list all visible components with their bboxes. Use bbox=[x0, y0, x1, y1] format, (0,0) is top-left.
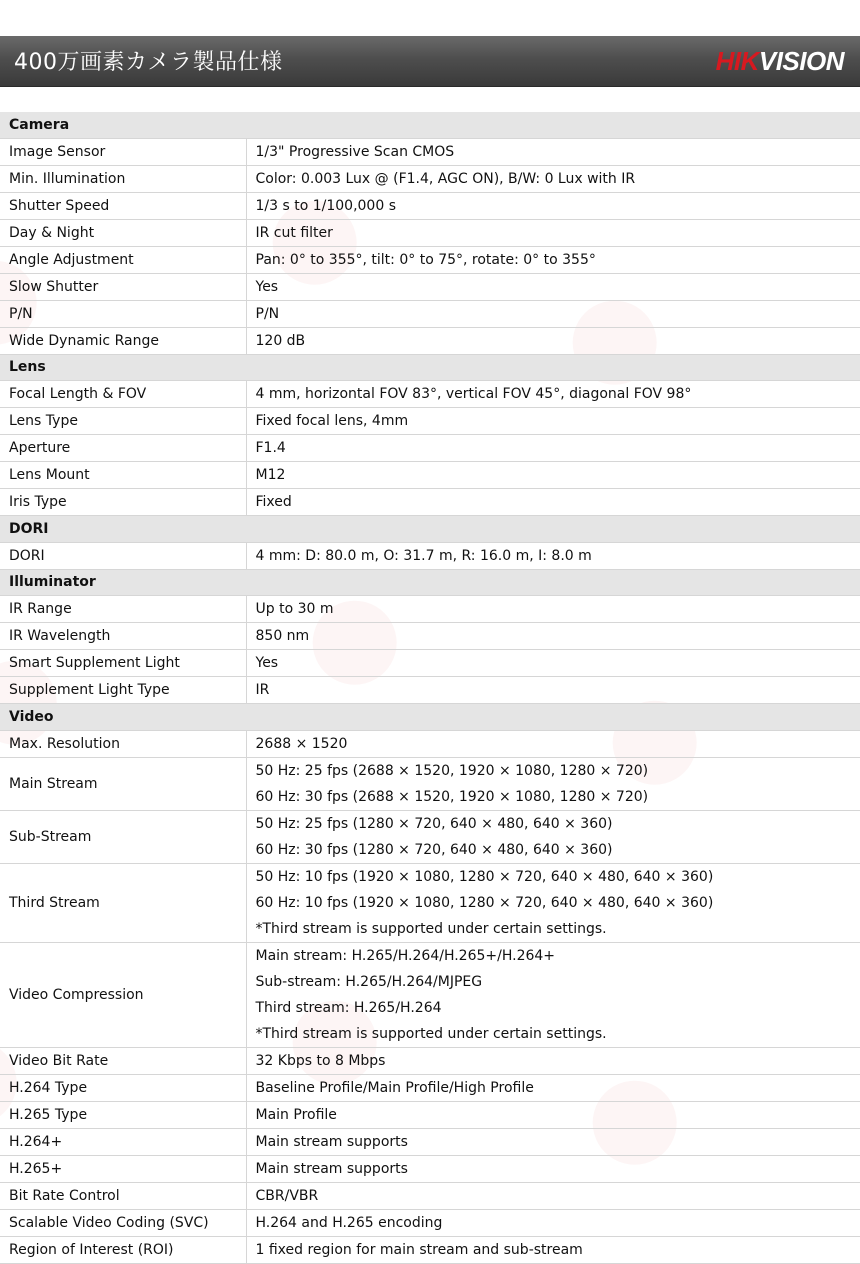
spec-label: Supplement Light Type bbox=[0, 677, 246, 704]
spec-value-line: *Third stream is supported under certain settings. bbox=[256, 1021, 860, 1047]
spec-value bbox=[246, 165, 860, 192]
spec-value-line: Fixed bbox=[256, 489, 860, 515]
section-title: Illuminator bbox=[0, 569, 860, 596]
spec-value-line: 60 Hz: 30 fps (1280 × 720, 640 × 480, 640 × 360) bbox=[256, 837, 860, 863]
spec-value bbox=[246, 489, 860, 516]
spec-row bbox=[0, 489, 860, 516]
spec-row bbox=[0, 942, 860, 1047]
spec-row bbox=[0, 542, 860, 569]
spec-row bbox=[0, 219, 860, 246]
spec-label: H.264 Type bbox=[0, 1074, 246, 1101]
spec-value bbox=[246, 596, 860, 623]
spec-label: Max. Resolution bbox=[0, 730, 246, 757]
spec-row bbox=[0, 327, 860, 354]
spec-label: IR Wavelength bbox=[0, 623, 246, 650]
spec-value-line: Yes bbox=[256, 650, 860, 676]
spec-value bbox=[246, 300, 860, 327]
spec-label: Main Stream bbox=[0, 757, 246, 810]
spec-value-line: Main stream supports bbox=[256, 1156, 860, 1182]
spec-value-line: IR cut filter bbox=[256, 220, 860, 246]
spec-value-line: 32 Kbps to 8 Mbps bbox=[256, 1048, 860, 1074]
spec-value-line: Third stream: H.265/H.264 bbox=[256, 995, 860, 1021]
spec-row bbox=[0, 1155, 860, 1182]
spec-row bbox=[0, 810, 860, 863]
spec-value-line: 120 dB bbox=[256, 328, 860, 354]
section-header bbox=[0, 112, 860, 138]
spec-value bbox=[246, 462, 860, 489]
header-banner bbox=[0, 36, 860, 87]
spec-value-line: P/N bbox=[256, 301, 860, 327]
spec-table bbox=[0, 112, 860, 1264]
spec-value bbox=[246, 273, 860, 300]
spec-value-line: 1/3 s to 1/100,000 s bbox=[256, 193, 860, 219]
spec-label: Bit Rate Control bbox=[0, 1182, 246, 1209]
spec-row bbox=[0, 138, 860, 165]
spec-value-line: Color: 0.003 Lux @ (F1.4, AGC ON), B/W: 0 Lux with IR bbox=[256, 166, 860, 192]
spec-label: H.264+ bbox=[0, 1128, 246, 1155]
hikvision-logo bbox=[716, 46, 844, 77]
spec-value-line: Fixed focal lens, 4mm bbox=[256, 408, 860, 434]
spec-value-line: 2688 × 1520 bbox=[256, 731, 860, 757]
spec-row bbox=[0, 623, 860, 650]
spec-value-line: M12 bbox=[256, 462, 860, 488]
spec-label: DORI bbox=[0, 542, 246, 569]
spec-value-line: *Third stream is supported under certain settings. bbox=[256, 916, 860, 942]
spec-value-line: IR bbox=[256, 677, 860, 703]
spec-row bbox=[0, 192, 860, 219]
section-header bbox=[0, 569, 860, 596]
spec-label: Image Sensor bbox=[0, 138, 246, 165]
spec-value bbox=[246, 1182, 860, 1209]
spec-label: Min. Illumination bbox=[0, 165, 246, 192]
spec-value-line: 50 Hz: 10 fps (1920 × 1080, 1280 × 720, 640 × 480, 640 × 360) bbox=[256, 864, 860, 890]
spec-row bbox=[0, 757, 860, 810]
logo-part-vision: VISION bbox=[759, 46, 844, 76]
spec-label: Wide Dynamic Range bbox=[0, 327, 246, 354]
spec-label: P/N bbox=[0, 300, 246, 327]
spec-label: Iris Type bbox=[0, 489, 246, 516]
spec-label: H.265 Type bbox=[0, 1101, 246, 1128]
spec-row bbox=[0, 650, 860, 677]
spec-value bbox=[246, 1101, 860, 1128]
spec-value bbox=[246, 435, 860, 462]
spec-value bbox=[246, 677, 860, 704]
spec-value bbox=[246, 327, 860, 354]
spec-value-line: Main stream: H.265/H.264/H.265+/H.264+ bbox=[256, 943, 860, 969]
page-title: 400万画素カメラ製品仕様 bbox=[14, 45, 283, 76]
spec-value bbox=[246, 542, 860, 569]
spec-value bbox=[246, 1074, 860, 1101]
spec-value-line: 4 mm, horizontal FOV 83°, vertical FOV 45°, diagonal FOV 98° bbox=[256, 381, 860, 407]
spec-label: Sub-Stream bbox=[0, 810, 246, 863]
spec-value-line: 1/3" Progressive Scan CMOS bbox=[256, 139, 860, 165]
spec-value bbox=[246, 246, 860, 273]
spec-label: Focal Length & FOV bbox=[0, 381, 246, 408]
spec-row bbox=[0, 1128, 860, 1155]
spec-value-line: F1.4 bbox=[256, 435, 860, 461]
spec-row bbox=[0, 1101, 860, 1128]
spec-label: Smart Supplement Light bbox=[0, 650, 246, 677]
spec-value bbox=[246, 863, 860, 942]
spec-label: Region of Interest (ROI) bbox=[0, 1236, 246, 1263]
spec-label: Scalable Video Coding (SVC) bbox=[0, 1209, 246, 1236]
spec-value-line: Pan: 0° to 355°, tilt: 0° to 75°, rotate: 0° to 355° bbox=[256, 247, 860, 273]
spec-row bbox=[0, 381, 860, 408]
spec-value bbox=[246, 1209, 860, 1236]
spec-value bbox=[246, 1236, 860, 1263]
spec-row bbox=[0, 596, 860, 623]
spec-value-line: 4 mm: D: 80.0 m, O: 31.7 m, R: 16.0 m, I: 8.0 m bbox=[256, 543, 860, 569]
spec-row bbox=[0, 165, 860, 192]
spec-label: Day & Night bbox=[0, 219, 246, 246]
spec-row bbox=[0, 863, 860, 942]
spec-row bbox=[0, 435, 860, 462]
spec-label: Video Compression bbox=[0, 942, 246, 1047]
spec-value bbox=[246, 730, 860, 757]
spec-row bbox=[0, 1182, 860, 1209]
section-header bbox=[0, 516, 860, 543]
section-title: Lens bbox=[0, 354, 860, 381]
spec-value bbox=[246, 381, 860, 408]
spec-row bbox=[0, 1236, 860, 1263]
spec-row bbox=[0, 246, 860, 273]
spec-value bbox=[246, 650, 860, 677]
spec-label: Aperture bbox=[0, 435, 246, 462]
logo-part-hik: HIK bbox=[716, 46, 759, 76]
section-title: DORI bbox=[0, 516, 860, 543]
spec-row bbox=[0, 1209, 860, 1236]
spec-value-line: Yes bbox=[256, 274, 860, 300]
spec-value bbox=[246, 1155, 860, 1182]
spec-value-line: 60 Hz: 30 fps (2688 × 1520, 1920 × 1080, 1280 × 720) bbox=[256, 784, 860, 810]
spec-value bbox=[246, 219, 860, 246]
spec-label: Shutter Speed bbox=[0, 192, 246, 219]
spec-value-line: CBR/VBR bbox=[256, 1183, 860, 1209]
spec-value-line: Main Profile bbox=[256, 1102, 860, 1128]
spec-label: Angle Adjustment bbox=[0, 246, 246, 273]
spec-value-line: Sub-stream: H.265/H.264/MJPEG bbox=[256, 969, 860, 995]
spec-row bbox=[0, 273, 860, 300]
spec-value-line: H.264 and H.265 encoding bbox=[256, 1210, 860, 1236]
spec-value-line: 850 nm bbox=[256, 623, 860, 649]
spec-value bbox=[246, 408, 860, 435]
spec-label: H.265+ bbox=[0, 1155, 246, 1182]
spec-row bbox=[0, 462, 860, 489]
spec-value-line: Main stream supports bbox=[256, 1129, 860, 1155]
spec-value-line: 50 Hz: 25 fps (1280 × 720, 640 × 480, 640 × 360) bbox=[256, 811, 860, 837]
section-title: Video bbox=[0, 704, 860, 731]
spec-value bbox=[246, 810, 860, 863]
spec-label: Slow Shutter bbox=[0, 273, 246, 300]
spec-value bbox=[246, 1047, 860, 1074]
spec-row bbox=[0, 1074, 860, 1101]
spec-row bbox=[0, 730, 860, 757]
spec-label: Lens Type bbox=[0, 408, 246, 435]
spec-value bbox=[246, 623, 860, 650]
spec-label: Video Bit Rate bbox=[0, 1047, 246, 1074]
spec-value-line: Up to 30 m bbox=[256, 596, 860, 622]
spec-value-line: 50 Hz: 25 fps (2688 × 1520, 1920 × 1080, 1280 × 720) bbox=[256, 758, 860, 784]
section-title: Camera bbox=[0, 112, 860, 138]
spec-value bbox=[246, 1128, 860, 1155]
spec-value-line: Baseline Profile/Main Profile/High Profile bbox=[256, 1075, 860, 1101]
spec-value-line: 1 fixed region for main stream and sub-stream bbox=[256, 1237, 860, 1263]
spec-row bbox=[0, 677, 860, 704]
spec-row bbox=[0, 408, 860, 435]
spec-label: Third Stream bbox=[0, 863, 246, 942]
spec-value bbox=[246, 192, 860, 219]
spec-value-line: 60 Hz: 10 fps (1920 × 1080, 1280 × 720, 640 × 480, 640 × 360) bbox=[256, 890, 860, 916]
spec-label: IR Range bbox=[0, 596, 246, 623]
spec-row bbox=[0, 300, 860, 327]
spec-value bbox=[246, 138, 860, 165]
spec-value bbox=[246, 942, 860, 1047]
spec-row bbox=[0, 1047, 860, 1074]
spec-value bbox=[246, 757, 860, 810]
section-header bbox=[0, 704, 860, 731]
section-header bbox=[0, 354, 860, 381]
spec-label: Lens Mount bbox=[0, 462, 246, 489]
